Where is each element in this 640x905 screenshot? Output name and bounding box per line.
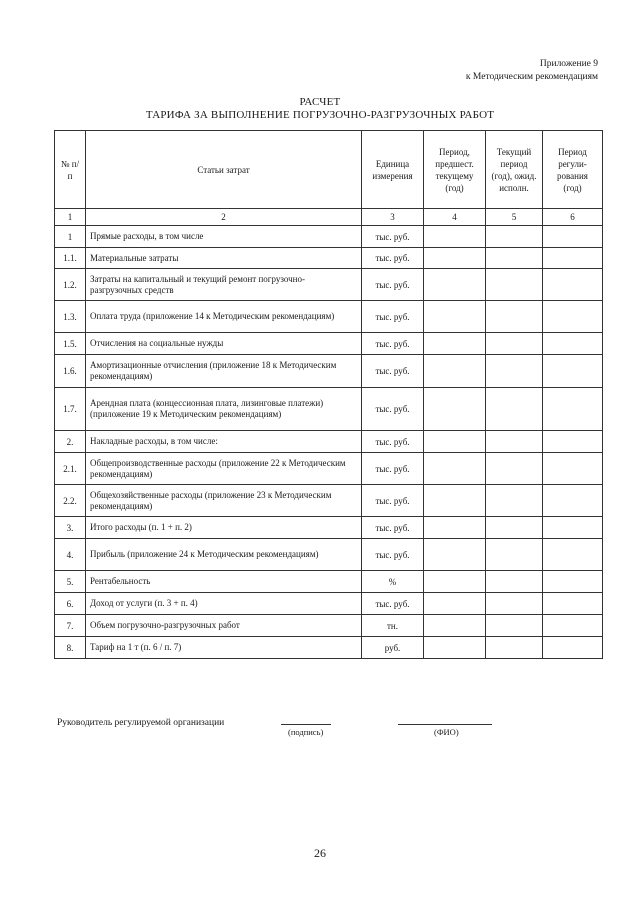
name-line xyxy=(398,724,492,725)
row-number: 8. xyxy=(55,637,86,659)
value-cell-previous[interactable] xyxy=(424,485,486,517)
value-cell-current[interactable] xyxy=(486,539,543,571)
value-cell-regulation[interactable] xyxy=(543,615,603,637)
column-header: № п/п xyxy=(55,131,86,209)
value-cell-regulation[interactable] xyxy=(543,355,603,388)
signature-caption: (подпись) xyxy=(288,727,324,737)
column-number: 4 xyxy=(424,209,486,226)
row-item: Прибыль (приложение 24 к Методическим рекомендациям) xyxy=(86,539,362,571)
row-number: 1.7. xyxy=(55,388,86,431)
header-row xyxy=(55,131,603,209)
table-row xyxy=(55,637,603,659)
row-number: 1 xyxy=(55,226,86,248)
name-caption: (ФИО) xyxy=(434,727,459,737)
row-number: 1.1. xyxy=(55,248,86,269)
row-unit: тыс. руб. xyxy=(362,431,424,453)
row-item: Материальные затраты xyxy=(86,248,362,269)
column-number: 5 xyxy=(486,209,543,226)
value-cell-current[interactable] xyxy=(486,248,543,269)
row-unit: тыс. руб. xyxy=(362,388,424,431)
value-cell-previous[interactable] xyxy=(424,453,486,485)
row-unit: тыс. руб. xyxy=(362,269,424,301)
value-cell-current[interactable] xyxy=(486,333,543,355)
value-cell-previous[interactable] xyxy=(424,248,486,269)
value-cell-regulation[interactable] xyxy=(543,539,603,571)
value-cell-current[interactable] xyxy=(486,517,543,539)
row-item: Арендная плата (концессионная плата, лизинговые платежи) (приложение 19 к Методическим рекомендациям) xyxy=(86,388,362,431)
row-unit: % xyxy=(362,571,424,593)
row-unit: тыс. руб. xyxy=(362,301,424,333)
column-number: 3 xyxy=(362,209,424,226)
row-unit: тыс. руб. xyxy=(362,226,424,248)
row-unit: тыс. руб. xyxy=(362,485,424,517)
value-cell-current[interactable] xyxy=(486,431,543,453)
row-item: Отчисления на социальные нужды xyxy=(86,333,362,355)
value-cell-previous[interactable] xyxy=(424,637,486,659)
row-number: 1.2. xyxy=(55,269,86,301)
table-row xyxy=(55,571,603,593)
row-unit: тыс. руб. xyxy=(362,593,424,615)
signature-label: Руководитель регулируемой организации xyxy=(57,718,225,728)
table-row xyxy=(55,226,603,248)
document-subtitle: ТАРИФА ЗА ВЫПОЛНЕНИЕ ПОГРУЗОЧНО-РАЗГРУЗОЧНЫХ РАБОТ xyxy=(145,109,495,121)
row-unit: руб. xyxy=(362,637,424,659)
value-cell-regulation[interactable] xyxy=(543,333,603,355)
value-cell-regulation[interactable] xyxy=(543,517,603,539)
row-number: 1.6. xyxy=(55,355,86,388)
table-row xyxy=(55,615,603,637)
value-cell-previous[interactable] xyxy=(424,593,486,615)
value-cell-current[interactable] xyxy=(486,485,543,517)
value-cell-current[interactable] xyxy=(486,355,543,388)
value-cell-current[interactable] xyxy=(486,269,543,301)
value-cell-regulation[interactable] xyxy=(543,301,603,333)
column-number: 2 xyxy=(86,209,362,226)
value-cell-current[interactable] xyxy=(486,301,543,333)
value-cell-previous[interactable] xyxy=(424,539,486,571)
page-number: 26 xyxy=(314,846,326,860)
value-cell-previous[interactable] xyxy=(424,615,486,637)
document-title: РАСЧЕТ xyxy=(299,96,341,108)
table-row xyxy=(55,301,603,333)
row-unit: тыс. руб. xyxy=(362,333,424,355)
value-cell-previous[interactable] xyxy=(424,333,486,355)
row-number: 2.2. xyxy=(55,485,86,517)
appendix-note xyxy=(466,58,598,84)
table-row xyxy=(55,517,603,539)
value-cell-regulation[interactable] xyxy=(543,269,603,301)
row-number: 4. xyxy=(55,539,86,571)
value-cell-regulation[interactable] xyxy=(543,453,603,485)
value-cell-previous[interactable] xyxy=(424,226,486,248)
value-cell-current[interactable] xyxy=(486,615,543,637)
table-row xyxy=(55,269,603,301)
column-header: Единица измерения xyxy=(362,131,424,209)
value-cell-current[interactable] xyxy=(486,593,543,615)
value-cell-previous[interactable] xyxy=(424,355,486,388)
row-unit: тн. xyxy=(362,615,424,637)
value-cell-previous[interactable] xyxy=(424,388,486,431)
row-item: Оплата труда (приложение 14 к Методическим рекомендациям) xyxy=(86,301,362,333)
value-cell-current[interactable] xyxy=(486,571,543,593)
row-item: Рентабельность xyxy=(86,571,362,593)
row-item: Доход от услуги (п. 3 + п. 4) xyxy=(86,593,362,615)
signature-line xyxy=(281,724,331,725)
row-item: Общехозяйственные расходы (приложение 23 к Методическим рекомендациям) xyxy=(86,485,362,517)
value-cell-regulation[interactable] xyxy=(543,226,603,248)
value-cell-regulation[interactable] xyxy=(543,593,603,615)
value-cell-previous[interactable] xyxy=(424,301,486,333)
table-row xyxy=(55,539,603,571)
value-cell-regulation[interactable] xyxy=(543,388,603,431)
row-number: 2.1. xyxy=(55,453,86,485)
value-cell-previous[interactable] xyxy=(424,571,486,593)
value-cell-current[interactable] xyxy=(486,637,543,659)
row-number: 2. xyxy=(55,431,86,453)
column-number-row xyxy=(55,209,603,226)
row-number: 3. xyxy=(55,517,86,539)
row-number: 1.5. xyxy=(55,333,86,355)
table-row xyxy=(55,333,603,355)
row-number: 5. xyxy=(55,571,86,593)
column-header: Период регули-рования (год) xyxy=(543,131,603,209)
value-cell-current[interactable] xyxy=(486,388,543,431)
value-cell-current[interactable] xyxy=(486,226,543,248)
table-row xyxy=(55,593,603,615)
row-unit: тыс. руб. xyxy=(362,355,424,388)
row-item: Амортизационные отчисления (приложение 18 к Методическим рекомендациям) xyxy=(86,355,362,388)
column-header: Период, предшест. текущему (год) xyxy=(424,131,486,209)
value-cell-previous[interactable] xyxy=(424,431,486,453)
value-cell-regulation[interactable] xyxy=(543,485,603,517)
row-number: 1.3. xyxy=(55,301,86,333)
table-row xyxy=(55,431,603,453)
row-unit: тыс. руб. xyxy=(362,539,424,571)
row-item: Общепроизводственные расходы (приложение 22 к Методическим рекомендациям) xyxy=(86,453,362,485)
row-unit: тыс. руб. xyxy=(362,248,424,269)
value-cell-regulation[interactable] xyxy=(543,431,603,453)
row-item: Итого расходы (п. 1 + п. 2) xyxy=(86,517,362,539)
table-row xyxy=(55,485,603,517)
row-item: Накладные расходы, в том числе: xyxy=(86,431,362,453)
table-row xyxy=(55,388,603,431)
column-number: 1 xyxy=(55,209,86,226)
table-row xyxy=(55,355,603,388)
row-unit: тыс. руб. xyxy=(362,453,424,485)
row-number: 6. xyxy=(55,593,86,615)
row-item: Объем погрузочно-разгрузочных работ xyxy=(86,615,362,637)
row-number: 7. xyxy=(55,615,86,637)
column-header: Текущий период (год), ожид. исполн. xyxy=(486,131,543,209)
value-cell-current[interactable] xyxy=(486,453,543,485)
appendix-line-1: Приложение 9 xyxy=(539,59,598,69)
row-item: Тариф на 1 т (п. 6 / п. 7) xyxy=(86,637,362,659)
table-row xyxy=(55,453,603,485)
cost-table xyxy=(54,130,603,659)
value-cell-regulation[interactable] xyxy=(543,571,603,593)
value-cell-regulation[interactable] xyxy=(543,248,603,269)
appendix-line-2: к Методическим рекомендациям xyxy=(465,72,598,82)
value-cell-previous[interactable] xyxy=(424,517,486,539)
column-header: Статьи затрат xyxy=(86,131,362,209)
value-cell-regulation[interactable] xyxy=(543,637,603,659)
table-row xyxy=(55,248,603,269)
row-item: Затраты на капитальный и текущий ремонт погрузочно-разгрузочных средств xyxy=(86,269,362,301)
value-cell-previous[interactable] xyxy=(424,269,486,301)
row-unit: тыс. руб. xyxy=(362,517,424,539)
column-number: 6 xyxy=(543,209,603,226)
table-body xyxy=(55,226,603,659)
row-item: Прямые расходы, в том числе xyxy=(86,226,362,248)
